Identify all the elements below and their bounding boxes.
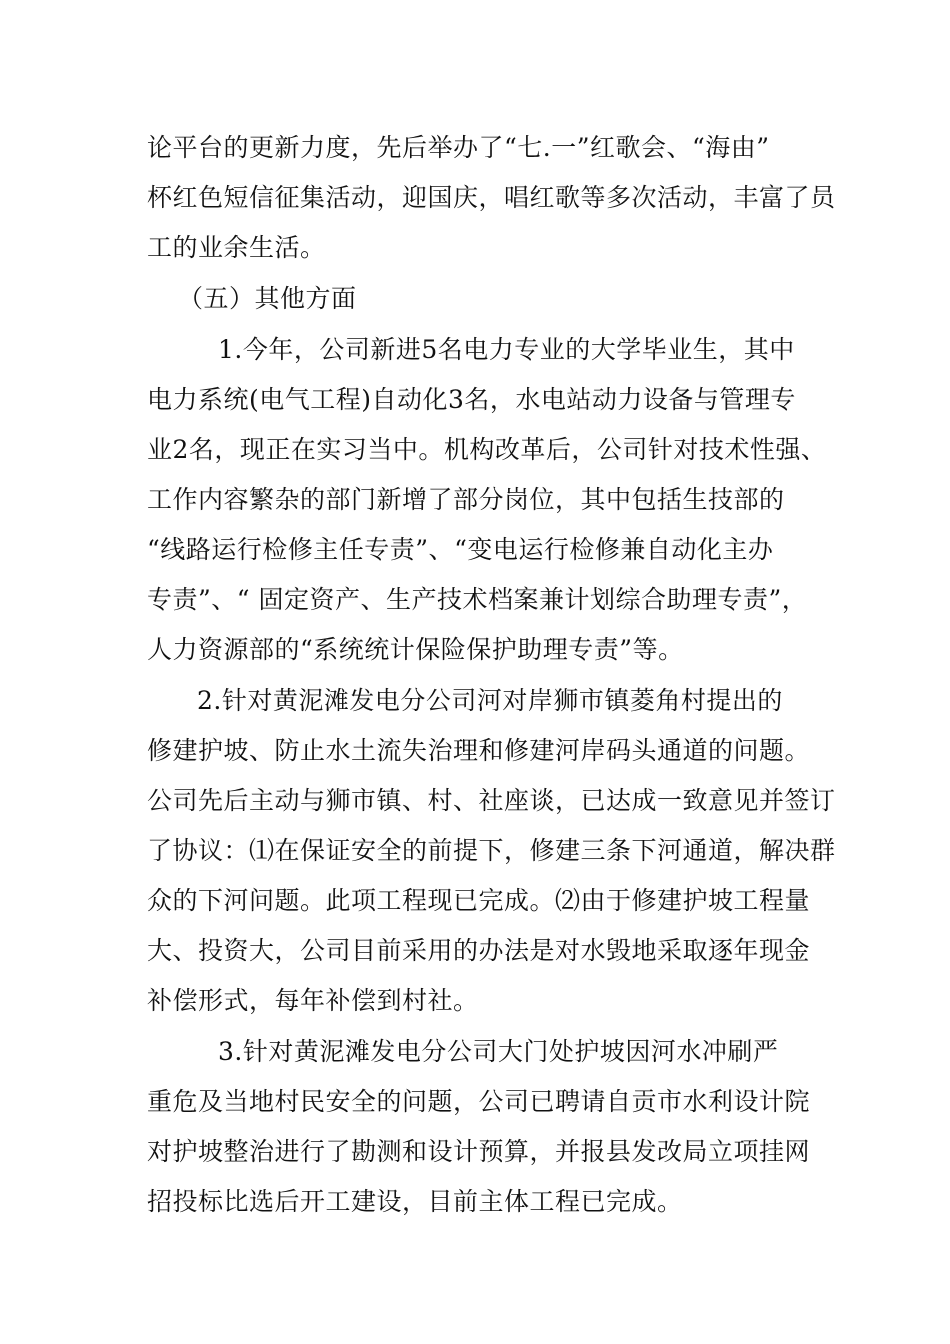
text-line: 补偿形式，每年补偿到村社。 (147, 986, 479, 1015)
text-line: “线路运行检修主任专责”、“变电运行检修兼自动化主办 (147, 535, 774, 564)
section-heading: （五）其他方面 (178, 284, 357, 313)
text-line: 2.针对黄泥滩发电分公司河对岸狮市镇菱角村提出的 (197, 686, 783, 715)
text-line: 专责”、“ 固定资产、生产技术档案兼计划综合助理专责”， (147, 585, 808, 614)
text-line: 众的下河问题。此项工程现已完成。⑵由于修建护坡工程量 (147, 886, 811, 915)
text-line: 公司先后主动与狮市镇、村、社座谈，已达成一致意见并签订 (147, 786, 836, 815)
text-line: 重危及当地村民安全的问题，公司已聘请自贡市水利设计院 (147, 1087, 811, 1116)
text-line: 工的业余生活。 (147, 233, 326, 262)
text-line: 1.今年，公司新进5名电力专业的大学毕业生，其中 (218, 335, 795, 364)
text-line: 招投标比选后开工建设，目前主体工程已完成。 (147, 1187, 683, 1216)
text-line: 了协议：⑴在保证安全的前提下，修建三条下河通道，解决群 (147, 836, 836, 865)
text-line: 对护坡整治进行了勘测和设计预算，并报县发改局立项挂网 (147, 1137, 811, 1166)
text-line: 论平台的更新力度，先后举办了“七.一”红歌会、“海由” (147, 133, 770, 162)
text-line: 人力资源部的“系统统计保险保护助理专责”等。 (147, 635, 684, 664)
text-line: 工作内容繁杂的部门新增了部分岗位，其中包括生技部的 (147, 485, 785, 514)
text-line: 3.针对黄泥滩发电分公司大门处护坡因河水冲刷严 (218, 1037, 779, 1066)
text-line: 电力系统(电气工程)自动化3名，水电站动力设备与管理专 (147, 385, 796, 414)
text-line: 杯红色短信征集活动，迎国庆，唱红歌等多次活动，丰富了员 (147, 183, 836, 212)
text-line: 修建护坡、防止水土流失治理和修建河岸码头通道的问题。 (147, 736, 811, 765)
text-line: 大、投资大，公司目前采用的办法是对水毁地采取逐年现金 (147, 936, 811, 965)
text-line: 业2名，现正在实习当中。机构改革后，公司针对技术性强、 (147, 435, 827, 464)
